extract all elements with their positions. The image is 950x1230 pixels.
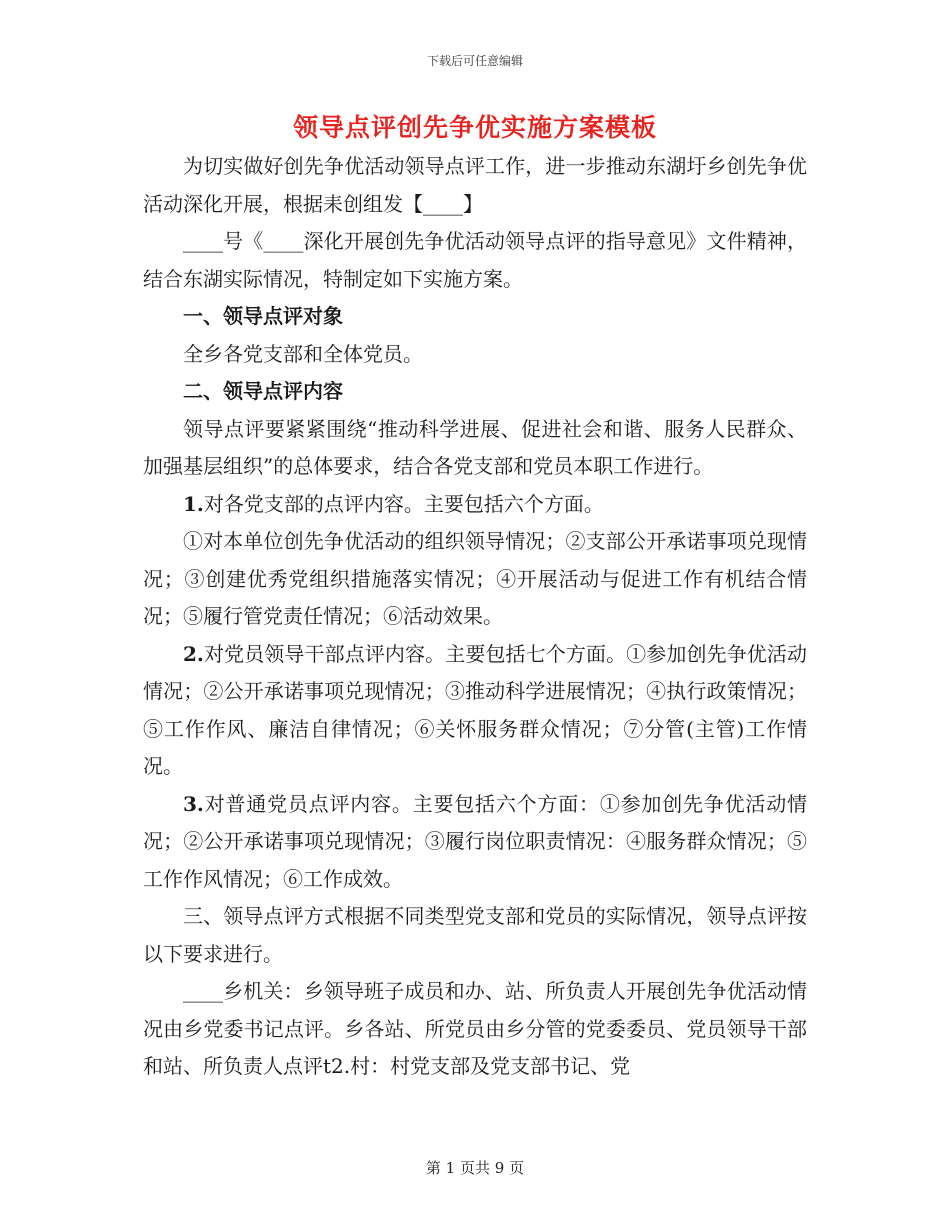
paragraph-item-3	[143, 786, 807, 899]
section-heading-2: 二、领导点评内容	[183, 379, 343, 403]
section-3-paragraph: 三、领导点评方式根据不同类型党支部和党员的实际情况，领导点评按以下要求进行。	[143, 904, 807, 966]
paragraph-content-overview: 领导点评要紧紧围绕“推动科学进展、促进社会和谐、服务人民群众、加强基层组织”的总体要求，结合各党支部和党员本职工作进行。	[143, 416, 807, 478]
document-body	[143, 108, 807, 1086]
paragraph-item-1	[143, 486, 807, 524]
page-header: 下载后可任意编辑	[426, 54, 523, 68]
item-number-1: 1.	[183, 491, 204, 516]
page-footer: 第 1 页共 9 页	[425, 1159, 525, 1177]
paragraph-intro-2: ____号《____深化开展创先争优活动领导点评的指导意见》文件精神，结合东湖实际情况，特制定如下实施方案。	[143, 229, 807, 291]
paragraph-item-2	[143, 636, 807, 786]
paragraph-scope: 全乡各党支部和全体党员。	[183, 341, 423, 366]
paragraph-item-1-details: ①对本单位创先争优活动的组织领导情况；②支部公开承诺事项兑现情况；③创建优秀党组织措施落实情况；④开展活动与促进工作有机结合情况；⑤履行管党责任情况；⑥活动效果。	[143, 529, 807, 628]
section-heading-1: 一、领导点评对象	[183, 304, 343, 328]
paragraph-township-organs: ____乡机关：乡领导班子成员和办、站、所负责人开展创先争优活动情况由乡党委书记点评。乡各站、所党员由乡分管的党委委员、党员领导干部和站、所负责人点评t2.村：村党支部及党支部书记、党	[143, 979, 807, 1078]
item-number-2: 2.	[183, 641, 204, 666]
paragraph-intro-1: 为切实做好创先争优活动领导点评工作，进一步推动东湖圩乡创先争优活动深化开展，根据耒创组发【____】	[143, 154, 807, 216]
item-text-3: 对普通党员点评内容。主要包括六个方面：①参加创先争优活动情况；②公开承诺事项兑现情况；③履行岗位职责情况：④服务群众情况；⑤工作作风情况；⑥工作成效。	[143, 791, 807, 891]
item-text-2: 对党员领导干部点评内容。主要包括七个方面。①参加创先争优活动情况；②公开承诺事项兑现情况；③推动科学进展情况；④执行政策情况；⑤工作作风、廉洁自律情况；⑥关怀服务群众情况；⑦分管(主管)工作情况。	[143, 641, 807, 778]
item-text-1: 对各党支部的点评内容。主要包括六个方面。	[203, 491, 604, 516]
item-number-3: 3.	[183, 791, 204, 816]
document-title: 领导点评创先争优实施方案模板	[292, 113, 657, 142]
